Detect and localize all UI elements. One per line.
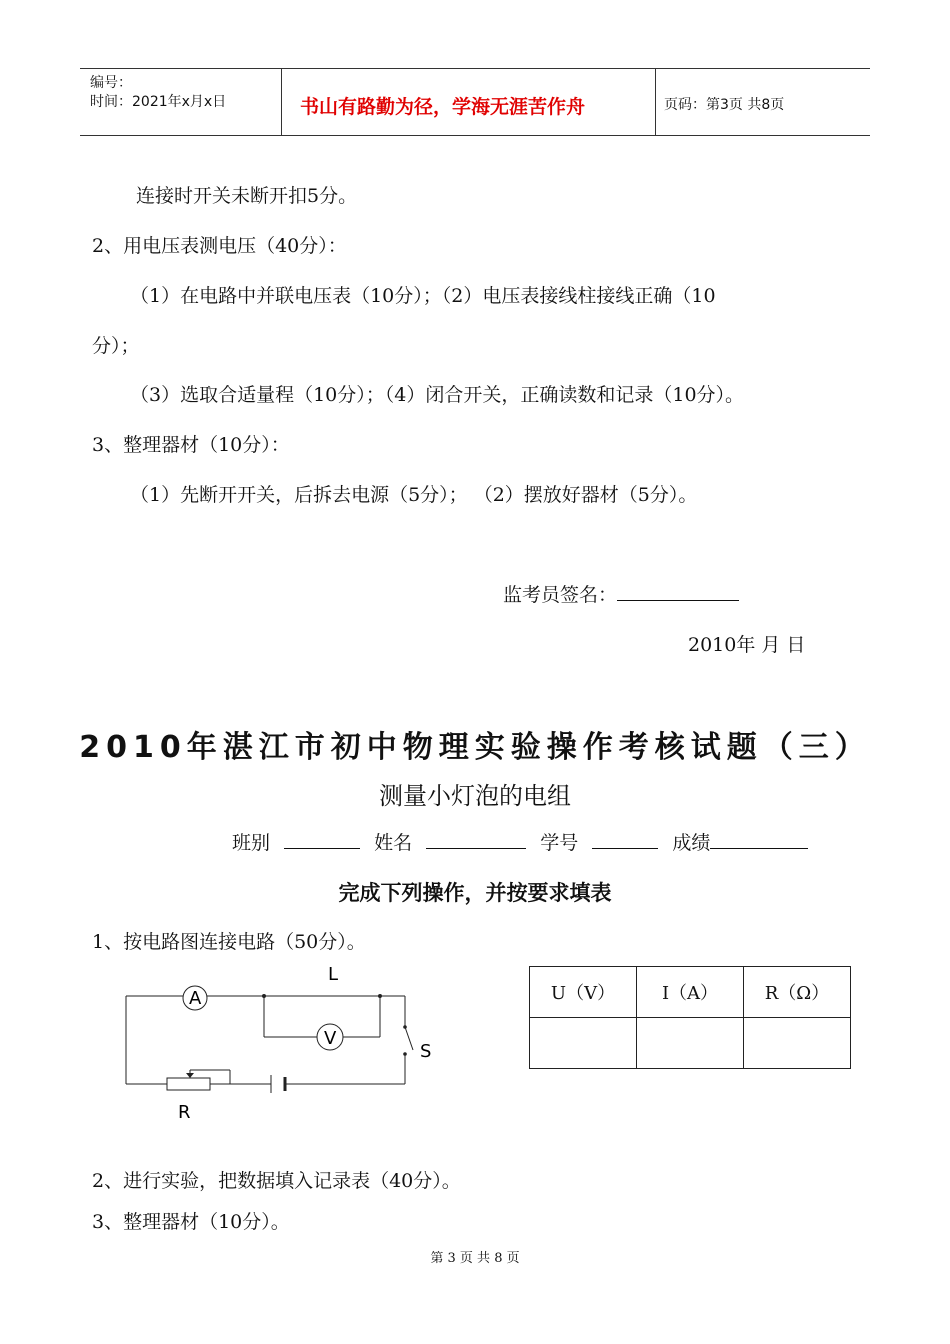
rheostat-label: R <box>178 1102 191 1123</box>
step2: 2、进行实验，把数据填入记录表（40分）。 <box>92 1170 461 1192</box>
header-bottom-border <box>80 135 870 136</box>
class-label: 班别 <box>232 832 271 854</box>
examiner-signature <box>503 580 739 607</box>
header-page-label: 页码：第3页 共8页 <box>664 97 785 113</box>
student-info-row <box>232 828 808 855</box>
header-motto: 书山有路勤为径，学海无涯苦作舟 <box>300 96 586 118</box>
item2-line2: 分）； <box>92 335 140 357</box>
header-divider-left <box>281 68 282 136</box>
score-blank[interactable] <box>710 830 808 849</box>
circuit-diagram <box>110 955 450 1130</box>
name-blank[interactable] <box>426 830 526 849</box>
class-blank[interactable] <box>284 830 360 849</box>
switch-label: S <box>420 1041 432 1062</box>
ammeter-symbol: A <box>189 988 202 1009</box>
examiner-signature-blank[interactable] <box>617 582 739 601</box>
examiner-label: 监考员签名： <box>503 584 618 606</box>
deduction-line: 连接时开关未断开扣5分。 <box>136 185 358 207</box>
score-label: 成绩 <box>672 832 711 854</box>
header-voltage: U（V） <box>530 967 637 1018</box>
item3-title: 3、整理器材（10分）： <box>92 434 290 456</box>
header-current: I（A） <box>637 967 744 1018</box>
item2-title: 2、用电压表测电压（40分）： <box>92 235 347 257</box>
cell-current[interactable] <box>637 1018 744 1069</box>
name-label: 姓名 <box>374 832 413 854</box>
step1: 1、按电路图连接电路（50分）。 <box>92 931 366 953</box>
cell-resistance[interactable] <box>744 1018 851 1069</box>
table-row <box>530 1018 851 1069</box>
lamp-label: L <box>328 964 339 985</box>
date-line: 2010年 月 日 <box>688 634 806 656</box>
header-resistance: R（Ω） <box>744 967 851 1018</box>
record-table <box>529 966 851 1069</box>
header-top-border <box>80 68 870 69</box>
header-time-label: 时间：2021年x月x日 <box>90 94 227 110</box>
voltmeter-symbol: V <box>324 1028 337 1049</box>
header-divider-right <box>655 68 656 136</box>
header-number-label: 编号： <box>90 75 132 91</box>
id-label: 学号 <box>540 832 579 854</box>
exam-title: 2010年湛江市初中物理实验操作考核试题（三） <box>79 730 871 765</box>
cell-voltage[interactable] <box>530 1018 637 1069</box>
step3: 3、整理器材（10分）。 <box>92 1211 290 1233</box>
item3-line1: （1）先断开开关，后拆去电源（5分）； （2）摆放好器材（5分）。 <box>130 484 698 506</box>
item2-line3: （3）选取合适量程（10分）；（4）闭合开关，正确读数和记录（10分）。 <box>130 384 745 406</box>
table-header-row <box>530 967 851 1018</box>
item2-line1: （1）在电路中并联电压表（10分）；（2）电压表接线柱接线正确（10 <box>130 285 716 307</box>
instruction: 完成下列操作，并按要求填表 <box>338 881 612 905</box>
page-footer: 第 3 页 共 8 页 <box>430 1251 520 1266</box>
id-blank[interactable] <box>592 830 658 849</box>
exam-subtitle: 测量小灯泡的电组 <box>379 782 571 810</box>
